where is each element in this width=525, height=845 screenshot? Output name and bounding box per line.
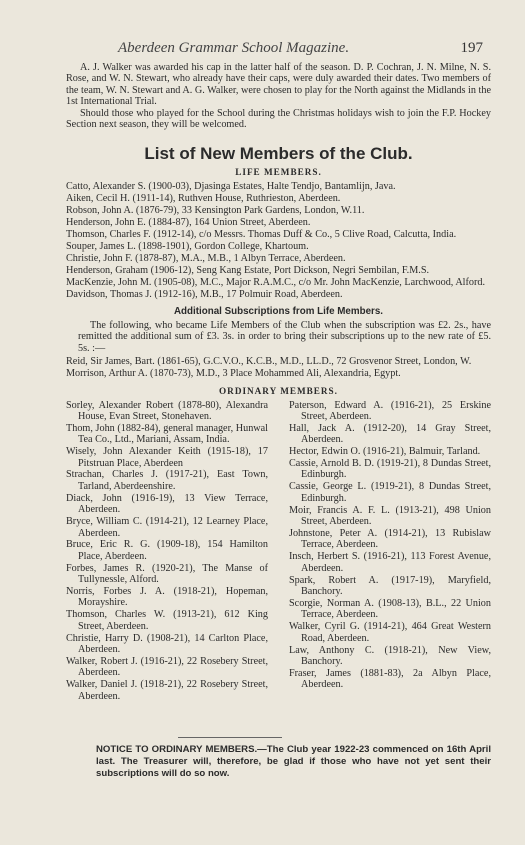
member-entry: Thom, John (1882-84), general manager, Hunwal Tea Co., Ltd., Mariani, Assam, India. <box>66 422 268 446</box>
member-entry: Paterson, Edward A. (1916-21), 25 Erskine Street, Aberdeen. <box>289 399 491 422</box>
member-entry: Thomson, Charles W. (1913-21), 612 King Street, Aberdeen. <box>66 609 268 632</box>
member-entry: Henderson, Graham (1906-12), Seng Kang Estate, Port Dickson, Negri Sembilan, F.M.S. <box>66 264 430 276</box>
intro-paragraph: A. J. Walker was awarded his cap in the latter half of the season. D. P. Cochran, J. N. Milne, N. S. Rose, and W. N. Stewart, who already have their caps, were duly awarded their dates. Two members of the team, W. N. Stewart and A. G. Walker, were chosen to play for the North against the Midlands in the 1st International Trial. <box>66 62 491 108</box>
member-entry: Diack, John (1916-19), 13 View Terrace, Aberdeen. <box>66 492 268 516</box>
ordinary-members-heading: ORDINARY MEMBERS. <box>219 385 338 396</box>
member-entry: Christie, John F. (1878-87), M.A., M.B., 1 Albyn Terrace, Aberdeen. <box>66 252 346 264</box>
member-entry: Morrison, Arthur A. (1870-73), M.D., 3 Place Mohammed Ali, Alexandria, Egypt. <box>66 368 401 380</box>
member-entry: Henderson, John E. (1884-87), 164 Union Street, Aberdeen. <box>66 217 311 229</box>
member-entry: Christie, Harry D. (1908-21), 14 Carlton Place, Aberdeen. <box>66 632 268 656</box>
member-entry: Thomson, Charles F. (1912-14), c/o Messrs. Thomas Duff & Co., 5 Clive Road, Calcutta, India. <box>66 229 457 241</box>
member-entry: Bruce, Eric R. G. (1909-18), 154 Hamilton Place, Aberdeen. <box>66 539 268 562</box>
page-header <box>66 40 491 62</box>
notice-to-members: NOTICE TO ORDINARY MEMBERS.—The Club year 1922-23 commenced on 16th April last. The Treasurer will, therefore, be glad if those who have not yet sent their subscriptions will do so now. <box>96 743 491 780</box>
member-entry: Cassie, George L. (1919-21), 8 Dundas Street, Edinburgh. <box>289 481 491 504</box>
member-entry: Hector, Edwin O. (1916-21), Balmuir, Tarland. <box>289 446 481 458</box>
ordinary-members-left-column <box>66 400 268 703</box>
member-entry: Norris, Forbes J. A. (1918-21), Hopeman, Morayshire. <box>66 586 268 609</box>
member-entry: Scorgie, Norman A. (1908-13), B.L., 22 Union Terrace, Aberdeen. <box>289 597 491 621</box>
section-heading: List of New Members of the Club. <box>144 144 413 164</box>
member-entry: Reid, Sir James, Bart. (1861-65), G.C.V.O., K.C.B., M.D., LL.D., 72 Grosvenor Street, London, W. <box>66 356 472 368</box>
member-entry: Bryce, William C. (1914-21), 12 Learney Place, Aberdeen. <box>66 516 268 539</box>
member-entry: Walker, Robert J. (1916-21), 22 Rosebery Street, Aberdeen. <box>66 655 268 679</box>
divider-rule <box>178 737 282 738</box>
journal-title: Aberdeen Grammar School Magazine. <box>118 40 350 56</box>
member-entry: Spark, Robert A. (1917-19), Maryfield, Banchory. <box>289 574 491 598</box>
subscriptions-list <box>66 356 491 379</box>
member-entry: Law, Anthony C. (1918-21), New View, Banchory. <box>289 644 491 667</box>
member-entry: Cassie, Arnold B. D. (1919-21), 8 Dundas Street, Edinburgh. <box>289 458 491 481</box>
member-entry: Wisely, John Alexander Keith (1915-18), 17 Pitstruan Place, Aberdeen <box>66 446 268 469</box>
life-members-heading: LIFE MEMBERS. <box>235 167 322 178</box>
member-entry: Hall, Jack A. (1912-20), 14 Gray Street, Aberdeen. <box>289 422 491 446</box>
member-entry: Johnstone, Peter A. (1914-21), 13 Rubislaw Terrace, Aberdeen. <box>289 528 491 551</box>
life-members-list <box>66 181 491 300</box>
member-entry: Catto, Alexander S. (1900-03), Djasinga Estates, Halte Tendjo, Bantamlijn, Java. <box>66 181 396 193</box>
subscriptions-heading: Additional Subscriptions from Life Members. <box>173 306 384 317</box>
subscriptions-note: The following, who became Life Members of the Club when the subscription was £2. 2s., have remitted the additional sum of £3. 3s. in order to bring their subscriptions up to the new rate of £5. 5s. :— <box>78 320 491 354</box>
ordinary-members-right-column <box>289 400 491 703</box>
member-entry: Walker, Daniel J. (1918-21), 22 Rosebery Street, Aberdeen. <box>66 679 268 702</box>
page-number: 197 <box>460 40 483 56</box>
member-entry: Souper, James L. (1898-1901), Gordon College, Khartoum. <box>66 240 309 252</box>
member-entry: Forbes, James R. (1920-21), The Manse of Tullynessle, Alford. <box>66 562 268 586</box>
member-entry: MacKenzie, John M. (1905-08), M.C., Major R.A.M.C., c/o Mr. John MacKenzie, Larchwood, Alford. <box>66 276 486 288</box>
member-entry: Sorley, Alexander Robert (1878-80), Alexandra House, Evan Street, Stonehaven. <box>66 399 268 422</box>
member-entry: Moir, Francis A. F. L. (1913-21), 498 Union Street, Aberdeen. <box>289 504 491 528</box>
intro-paragraph: Should those who played for the School during the Christmas holidays wish to join the F.P. Hockey Section next season, they will be welcomed. <box>66 107 491 131</box>
member-entry: Davidson, Thomas J. (1912-16), M.B., 17 Polmuir Road, Aberdeen. <box>66 288 343 300</box>
member-entry: Robson, John A. (1876-79), 33 Kensington Park Gardens, London, W.11. <box>66 205 365 217</box>
member-entry: Walker, Cyril G. (1914-21), 464 Great Western Road, Aberdeen. <box>289 621 491 644</box>
member-entry: Fraser, James (1881-83), 2a Albyn Place, Aberdeen. <box>289 667 491 691</box>
ordinary-members-columns <box>66 400 491 703</box>
member-entry: Insch, Herbert S. (1916-21), 113 Forest Avenue, Aberdeen. <box>289 551 491 574</box>
member-entry: Aiken, Cecil H. (1911-14), Ruthven House, Ruthrieston, Aberdeen. <box>66 193 341 205</box>
member-entry: Strachan, Charles J. (1917-21), East Town, Tarland, Aberdeenshire. <box>66 469 268 492</box>
